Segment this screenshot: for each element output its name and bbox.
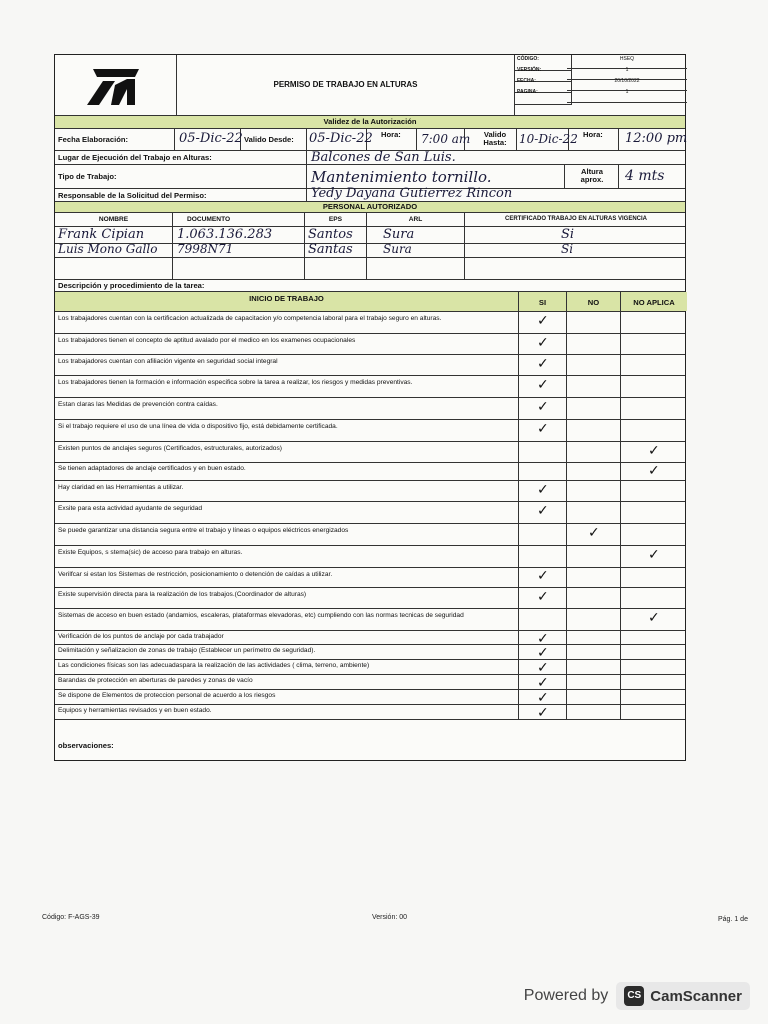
checkbox-si[interactable]	[519, 334, 567, 354]
checklist-item-text: Se puede garantizar una distancia segura entre el trabajo y líneas o equipos eléctricos energizados	[58, 527, 349, 534]
observaciones-row	[55, 734, 685, 762]
checkbox-si[interactable]	[519, 660, 567, 674]
persona-eps: Santos	[308, 227, 353, 242]
checklist-item	[55, 524, 685, 546]
col-si: SI	[538, 298, 547, 307]
camscanner-watermark	[524, 980, 750, 1012]
checkbox-si[interactable]	[519, 588, 567, 608]
checkbox-na[interactable]	[621, 355, 687, 375]
checkbox-no[interactable]	[567, 481, 621, 501]
checklist-item	[55, 705, 685, 720]
lugar-row	[55, 151, 685, 165]
camscanner-badge	[616, 982, 750, 1010]
valido-desde-label: Valido Desde:	[244, 135, 294, 144]
checkbox-na[interactable]	[621, 609, 687, 630]
checklist-item-text: Equipos y herramientas revisados y en buen estado.	[58, 707, 212, 714]
altura-label: Altura aprox.	[580, 167, 604, 185]
persona-nombre: Luis Mono Gallo	[58, 242, 158, 256]
document-meta	[515, 55, 687, 115]
checklist-item	[55, 334, 685, 355]
checkbox-si[interactable]	[519, 502, 567, 523]
persona-certificado: Si	[561, 227, 575, 242]
camscanner-logo-icon: CS	[624, 986, 644, 1006]
checkmark-icon: ✓	[537, 313, 549, 329]
checkbox-no[interactable]	[567, 645, 621, 659]
valido-hasta-value: 10-Dic-22	[519, 132, 578, 146]
checklist-item	[55, 463, 685, 481]
descripcion-label: Descripción y procedimiento de la tarea:	[58, 281, 205, 290]
personal-row	[55, 244, 685, 258]
tipo-trabajo-value: Mantenimiento tornillo.	[311, 168, 492, 186]
checkbox-no[interactable]	[567, 705, 621, 719]
checkbox-si[interactable]	[519, 675, 567, 689]
checklist-item-text: Existe supervisión directa para la realización de los trabajos.(Coordinador de alturas)	[58, 591, 307, 598]
persona-documento: 7998N71	[177, 242, 234, 256]
checkbox-si[interactable]	[519, 398, 567, 419]
checkbox-na[interactable]	[621, 481, 687, 501]
personal-row	[55, 258, 685, 280]
checkmark-icon: ✓	[537, 645, 549, 661]
checkbox-si[interactable]	[519, 645, 567, 659]
checklist-item	[55, 660, 685, 675]
checkbox-no[interactable]	[567, 398, 621, 419]
checkbox-na[interactable]	[621, 463, 687, 480]
fecha-elaboracion-label: Fecha Elaboración:	[58, 135, 129, 144]
checkbox-si[interactable]	[519, 442, 567, 462]
checklist-item	[55, 568, 685, 588]
checklist-item	[55, 631, 685, 645]
persona-certificado: Si	[561, 242, 574, 256]
checklist-item-text: Barandas de protección en aberturas de paredes y zonas de vacío	[58, 677, 253, 684]
checkbox-no[interactable]	[567, 609, 621, 630]
inicio-trabajo-title: INICIO DE TRABAJO	[249, 294, 324, 303]
checkbox-na[interactable]	[621, 546, 687, 567]
personal-section-header	[55, 202, 685, 213]
checkbox-no[interactable]	[567, 675, 621, 689]
checkmark-icon: ✓	[648, 463, 660, 479]
meta-codigo-label: CÓDIGO:	[515, 55, 572, 71]
checkmark-icon: ✓	[537, 377, 549, 393]
checkbox-na[interactable]	[621, 376, 687, 397]
checklist-item	[55, 588, 685, 609]
checkbox-na[interactable]	[621, 442, 687, 462]
checklist-item	[55, 355, 685, 376]
checklist-item	[55, 690, 685, 705]
valido-desde-value: 05-Dic-22	[309, 131, 373, 146]
checkmark-icon: ✓	[537, 481, 549, 498]
checkmark-icon: ✓	[537, 355, 549, 372]
checkbox-si[interactable]	[519, 355, 567, 375]
checkbox-na[interactable]	[621, 420, 687, 441]
checkmark-icon: ✓	[648, 610, 660, 626]
footer-version: Versión: 00	[372, 914, 408, 921]
lugar-value: Balcones de San Luis.	[311, 150, 456, 165]
hora-inicio-value: 7:00 am	[421, 132, 471, 146]
checkbox-na[interactable]	[621, 705, 687, 719]
checkmark-icon: ✓	[537, 705, 549, 721]
lugar-label: Lugar de Ejecución del Trabajo en Alturas:	[58, 153, 212, 162]
persona-eps: Santas	[308, 242, 353, 257]
checklist-item	[55, 376, 685, 398]
col-arl: ARL	[408, 216, 423, 223]
checklist-item	[55, 398, 685, 420]
checklist-item-text: Exsite para esta actividad ayudante de seguridad	[58, 505, 203, 512]
checkbox-no[interactable]	[567, 631, 621, 644]
checkmark-icon: ✓	[537, 660, 549, 676]
checklist-item-text: Si el trabajo requiere el uso de una línea de vida o dispositivo fijo, está debidamente certificada.	[58, 423, 338, 430]
checklist-header	[55, 292, 685, 312]
col-eps: EPS	[328, 216, 343, 223]
checkbox-si[interactable]	[519, 546, 567, 567]
checkbox-na[interactable]	[621, 312, 687, 333]
checkmark-icon: ✓	[537, 588, 549, 605]
meta-version-value: 1	[567, 66, 687, 80]
persona-nombre: Frank Cipian	[58, 227, 145, 242]
checkbox-no[interactable]	[567, 420, 621, 441]
hora-fin-value: 12:00 pm	[625, 131, 688, 146]
checkbox-no[interactable]	[567, 376, 621, 397]
checkbox-na[interactable]	[621, 524, 687, 545]
camscanner-brand: CamScanner	[650, 987, 742, 1005]
checkbox-si[interactable]	[519, 312, 567, 333]
checklist-item	[55, 481, 685, 502]
fechas-row	[55, 129, 688, 151]
checklist-item-text: Los trabajadores tienen la formación e información especifica sobre la tarea a realizar, los riesgos y medidas preventivas.	[58, 379, 413, 386]
responsable-label: Responsable de la Solicitud del Permiso:	[58, 191, 207, 200]
checklist-item-text: Estan claras las Medidas de prevención contra caídas.	[58, 401, 218, 408]
footer-codigo: Código: F-AGS-39	[42, 914, 100, 921]
meta-fecha-label: FECHA:	[515, 77, 572, 93]
col-no: NO	[587, 298, 600, 307]
personal-headers	[55, 213, 685, 227]
personal-title: PERSONAL AUTORIZADO	[322, 202, 418, 211]
checkbox-si[interactable]	[519, 690, 567, 704]
col-documento: DOCUMENTO	[187, 216, 231, 223]
validez-section-header	[55, 116, 685, 129]
descripcion-row	[55, 280, 685, 292]
checkbox-na[interactable]	[621, 334, 687, 354]
checkbox-si[interactable]	[519, 463, 567, 480]
checkbox-si[interactable]	[519, 481, 567, 501]
checkbox-na[interactable]	[621, 398, 687, 419]
checkmark-icon: ✓	[537, 334, 549, 351]
checkbox-na[interactable]	[621, 645, 687, 659]
checkbox-no[interactable]	[567, 442, 621, 462]
checklist-item	[55, 502, 685, 524]
checkmark-icon: ✓	[588, 525, 600, 541]
checklist-item-text: Verificación de los puntos de anclaje por cada trabajador	[58, 633, 224, 640]
checkmark-icon: ✓	[537, 690, 549, 706]
persona-arl: Sura	[383, 227, 415, 242]
checkbox-no[interactable]	[567, 312, 621, 333]
meta-version-label: VERSIÓN:	[515, 66, 572, 82]
checkbox-no[interactable]	[567, 690, 621, 704]
hora-fin-label: Hora:	[583, 130, 603, 139]
permit-form	[54, 54, 686, 761]
validez-title: Validez de la Autorización	[323, 117, 417, 126]
persona-documento: 1.063.136.283	[177, 227, 273, 242]
checkmark-icon: ✓	[648, 547, 660, 563]
checkbox-no[interactable]	[567, 355, 621, 375]
checklist-item-text: Sistemas de acceso en buen estado (andamios, escaleras, plataformas elevadoras, etc) cumpliendo con las normas tecnicas de seguridad	[58, 612, 464, 619]
checkbox-si[interactable]	[519, 376, 567, 397]
col-no-aplica: NO APLICA	[633, 298, 675, 307]
checklist-item	[55, 675, 685, 690]
checkbox-na[interactable]	[621, 502, 687, 523]
checklist-item	[55, 312, 685, 334]
footer-pagina: Pág. 1 de	[718, 916, 748, 923]
checklist-item	[55, 420, 685, 442]
checkbox-no[interactable]	[567, 588, 621, 608]
persona-arl: Sura	[383, 242, 412, 256]
checklist-item-text: Hay claridad en las Herramientas a utilizar.	[58, 484, 184, 491]
checkbox-si[interactable]	[519, 631, 567, 647]
responsable-value: Yedy Dayana Gutierrez Rincon	[311, 186, 513, 201]
checkbox-si[interactable]	[519, 568, 567, 587]
checklist-item-text: Delimitación y señalizacion de zonas de trabajo (Establecer un perímetro de seguridad).	[58, 647, 316, 654]
checklist-item-text: Se tienen adaptadores de anclaje certificados y en buen estado.	[58, 465, 246, 472]
responsable-row	[55, 186, 685, 202]
checklist-item	[55, 645, 685, 660]
checkbox-si[interactable]	[519, 420, 567, 441]
checkbox-no[interactable]	[567, 524, 621, 545]
checkbox-na[interactable]	[621, 568, 687, 587]
checklist-item-text: Las condiciones físicas son las adecuadaspara la realización de las actividades ( clima, terreno, ambiente)	[58, 662, 370, 669]
checkbox-si[interactable]	[519, 609, 567, 630]
checkbox-na[interactable]	[621, 660, 687, 674]
checklist-item	[55, 546, 685, 568]
form-header	[55, 55, 685, 116]
checklist-item-text: Verilfcar si estan los Sistemas de restricción, posicionamiento o detención de caídas a utilizar.	[58, 571, 333, 578]
company-logo	[55, 55, 177, 115]
checkmark-icon: ✓	[537, 631, 549, 647]
checklist-item-text: Existe Equipos, s stema(sic) de acceso para trabajo en alturas.	[58, 549, 243, 556]
fecha-elaboracion-value: 05-Dic-22	[179, 131, 243, 146]
checklist-item-text: Los trabajadores tienen el concepto de aptitud avalado por el medico en los examenes ocupacionales	[58, 337, 356, 344]
checkmark-icon: ✓	[537, 503, 549, 519]
checklist-item-text: Los trabajadores cuentan con la certificacion actualizada de capacitacion y/o competencia laboral para el trabajo seguro en alturas.	[58, 315, 442, 322]
checkbox-na[interactable]	[621, 675, 687, 689]
meta-pagina-value: 1	[567, 88, 687, 103]
checklist-item-text: Los trabajadores cuentan con afiliación vigente en seguridad social integral	[58, 358, 278, 365]
col-certificado: CERTIFICADO TRABAJO EN ALTURAS VIGENCIA	[504, 216, 647, 222]
tipo-trabajo-label: Tipo de Trabajo:	[58, 172, 117, 181]
checkbox-na[interactable]	[621, 690, 687, 704]
checkbox-no[interactable]	[567, 546, 621, 567]
checklist-item	[55, 609, 685, 631]
checklist-item-text: Se dispone de Elementos de proteccion personal de acuerdo a los riesgos	[58, 692, 276, 699]
checkbox-si[interactable]	[519, 524, 567, 545]
form-title: PERMISO DE TRABAJO EN ALTURAS	[273, 80, 418, 89]
hora-inicio-label: Hora:	[381, 130, 401, 139]
powered-by-text: Powered by	[523, 987, 609, 1004]
altura-value: 4 mts	[625, 168, 665, 184]
checkmark-icon: ✓	[537, 421, 549, 437]
meta-codigo-value: HSEQ	[567, 55, 687, 69]
checkbox-si[interactable]	[519, 705, 567, 719]
checkmark-icon: ✓	[537, 675, 549, 691]
valido-hasta-label: Valido Hasta:	[483, 130, 507, 148]
col-nombre: NOMBRE	[98, 216, 129, 223]
checkbox-no[interactable]	[567, 463, 621, 480]
checkbox-no[interactable]	[567, 334, 621, 354]
checkbox-na[interactable]	[621, 631, 687, 644]
observaciones-label: observaciones:	[58, 741, 114, 750]
checkmark-icon: ✓	[537, 568, 549, 584]
checkmark-icon: ✓	[537, 399, 549, 415]
meta-pagina-label: PAGINA:	[515, 88, 572, 105]
checkbox-no[interactable]	[567, 660, 621, 674]
checkbox-no[interactable]	[567, 568, 621, 587]
checkmark-icon: ✓	[648, 442, 660, 459]
checkbox-na[interactable]	[621, 588, 687, 608]
checklist-item	[55, 442, 685, 463]
checkbox-no[interactable]	[567, 502, 621, 523]
checklist-item-text: Existen puntos de anclajes seguros (Certificados, estructurales, autorizados)	[58, 445, 282, 452]
meta-fecha-value: 20/10/2022	[567, 77, 687, 91]
